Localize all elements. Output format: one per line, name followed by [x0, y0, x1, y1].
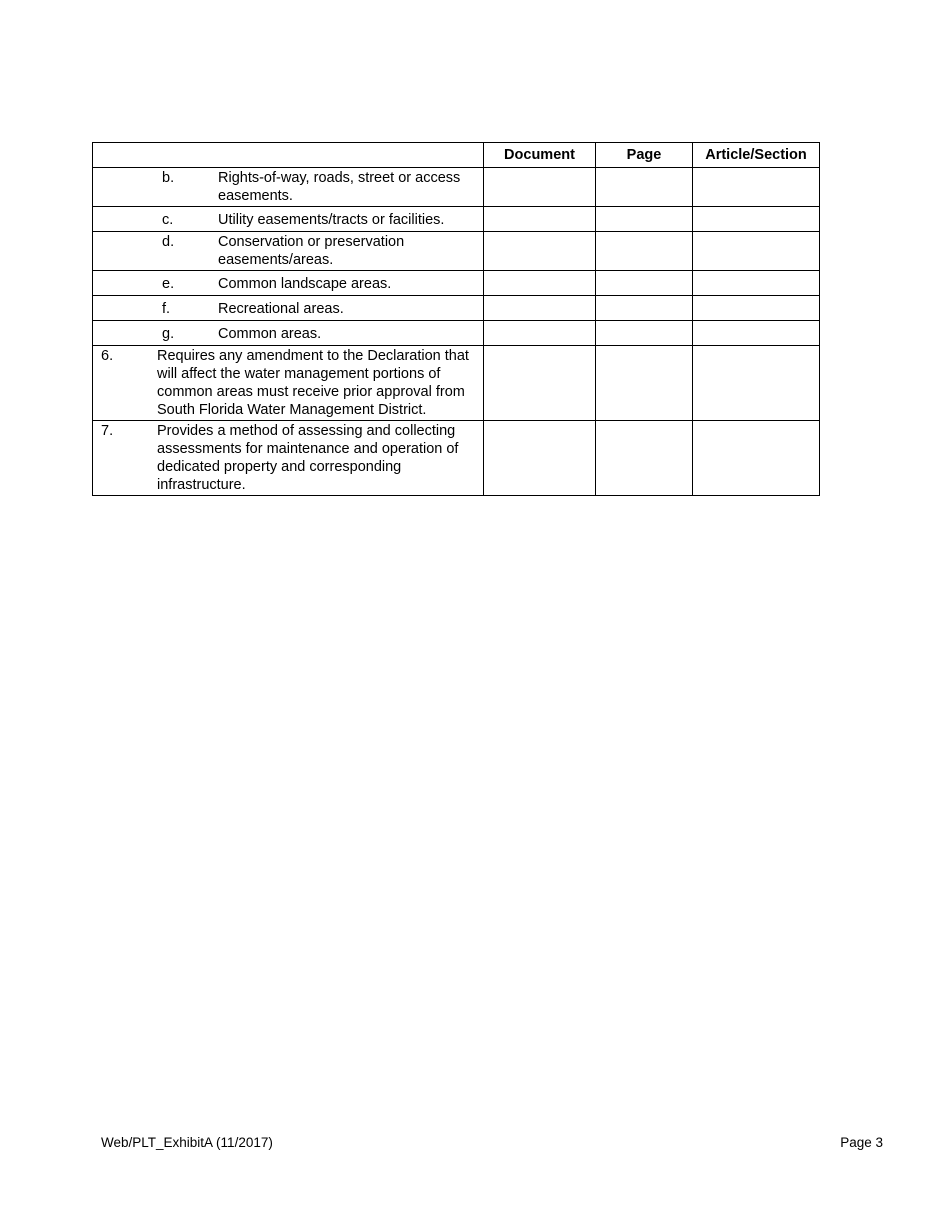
page-cell[interactable]: [596, 321, 693, 346]
page-cell[interactable]: [596, 168, 693, 207]
item-letter: d.: [162, 234, 175, 250]
page-cell[interactable]: [596, 421, 693, 496]
document-cell[interactable]: [484, 168, 596, 207]
table-row: [93, 168, 820, 207]
item-letter: e.: [162, 276, 175, 292]
item-text: Common landscape areas.: [218, 276, 392, 292]
page-cell[interactable]: [596, 296, 693, 321]
row-description: [93, 296, 484, 321]
table-row: [93, 232, 820, 271]
page-number: Page 3: [840, 1135, 883, 1150]
item-letter: f.: [162, 301, 171, 317]
row-description: [93, 321, 484, 346]
table-row: [93, 296, 820, 321]
row-description: [93, 168, 484, 207]
page-cell[interactable]: [596, 232, 693, 271]
document-cell[interactable]: [484, 232, 596, 271]
table-row: [93, 207, 820, 232]
page-cell[interactable]: [596, 346, 693, 421]
table-row: [93, 271, 820, 296]
item-text: Conservation or preservation easements/areas.: [218, 234, 405, 268]
article-section-cell[interactable]: [693, 207, 820, 232]
header-row: [93, 143, 820, 168]
article-section-cell[interactable]: [693, 168, 820, 207]
header-document: Document: [484, 143, 596, 168]
article-section-cell[interactable]: [693, 421, 820, 496]
header-description: [93, 143, 484, 168]
document-cell[interactable]: [484, 296, 596, 321]
document-cell[interactable]: [484, 271, 596, 296]
table-row: [93, 321, 820, 346]
article-section-cell[interactable]: [693, 296, 820, 321]
header-page: Page: [596, 143, 693, 168]
item-text: Provides a method of assessing and collecting assessments for maintenance and operation of dedicated property and corresponding infrastructure.: [157, 423, 459, 493]
row-description: [93, 421, 484, 496]
table-row: [93, 421, 820, 496]
document-cell[interactable]: [484, 346, 596, 421]
item-text: Recreational areas.: [218, 301, 344, 317]
form-id: Web/PLT_ExhibitA (11/2017): [101, 1135, 273, 1150]
header-article-section: Article/Section: [693, 143, 820, 168]
article-section-cell[interactable]: [693, 346, 820, 421]
row-description: [93, 232, 484, 271]
page-cell[interactable]: [596, 207, 693, 232]
item-number: 6.: [101, 348, 114, 364]
article-section-cell[interactable]: [693, 321, 820, 346]
document-cell[interactable]: [484, 421, 596, 496]
item-text: Common areas.: [218, 326, 322, 342]
document-cell[interactable]: [484, 321, 596, 346]
item-letter: c.: [162, 212, 174, 228]
checklist-table: [92, 142, 820, 496]
item-text: Rights-of-way, roads, street or access easements.: [218, 170, 461, 204]
row-description: [93, 207, 484, 232]
document-cell[interactable]: [484, 207, 596, 232]
article-section-cell[interactable]: [693, 271, 820, 296]
table-row: [93, 346, 820, 421]
item-text: Utility easements/tracts or facilities.: [218, 212, 445, 228]
item-letter: b.: [162, 170, 175, 186]
item-letter: g.: [162, 326, 175, 342]
item-number: 7.: [101, 423, 114, 439]
article-section-cell[interactable]: [693, 232, 820, 271]
row-description: [93, 346, 484, 421]
item-text: Requires any amendment to the Declaration that will affect the water management portions of common areas must receive prior approval from South Florida Water Management District.: [157, 348, 469, 418]
row-description: [93, 271, 484, 296]
page-cell[interactable]: [596, 271, 693, 296]
